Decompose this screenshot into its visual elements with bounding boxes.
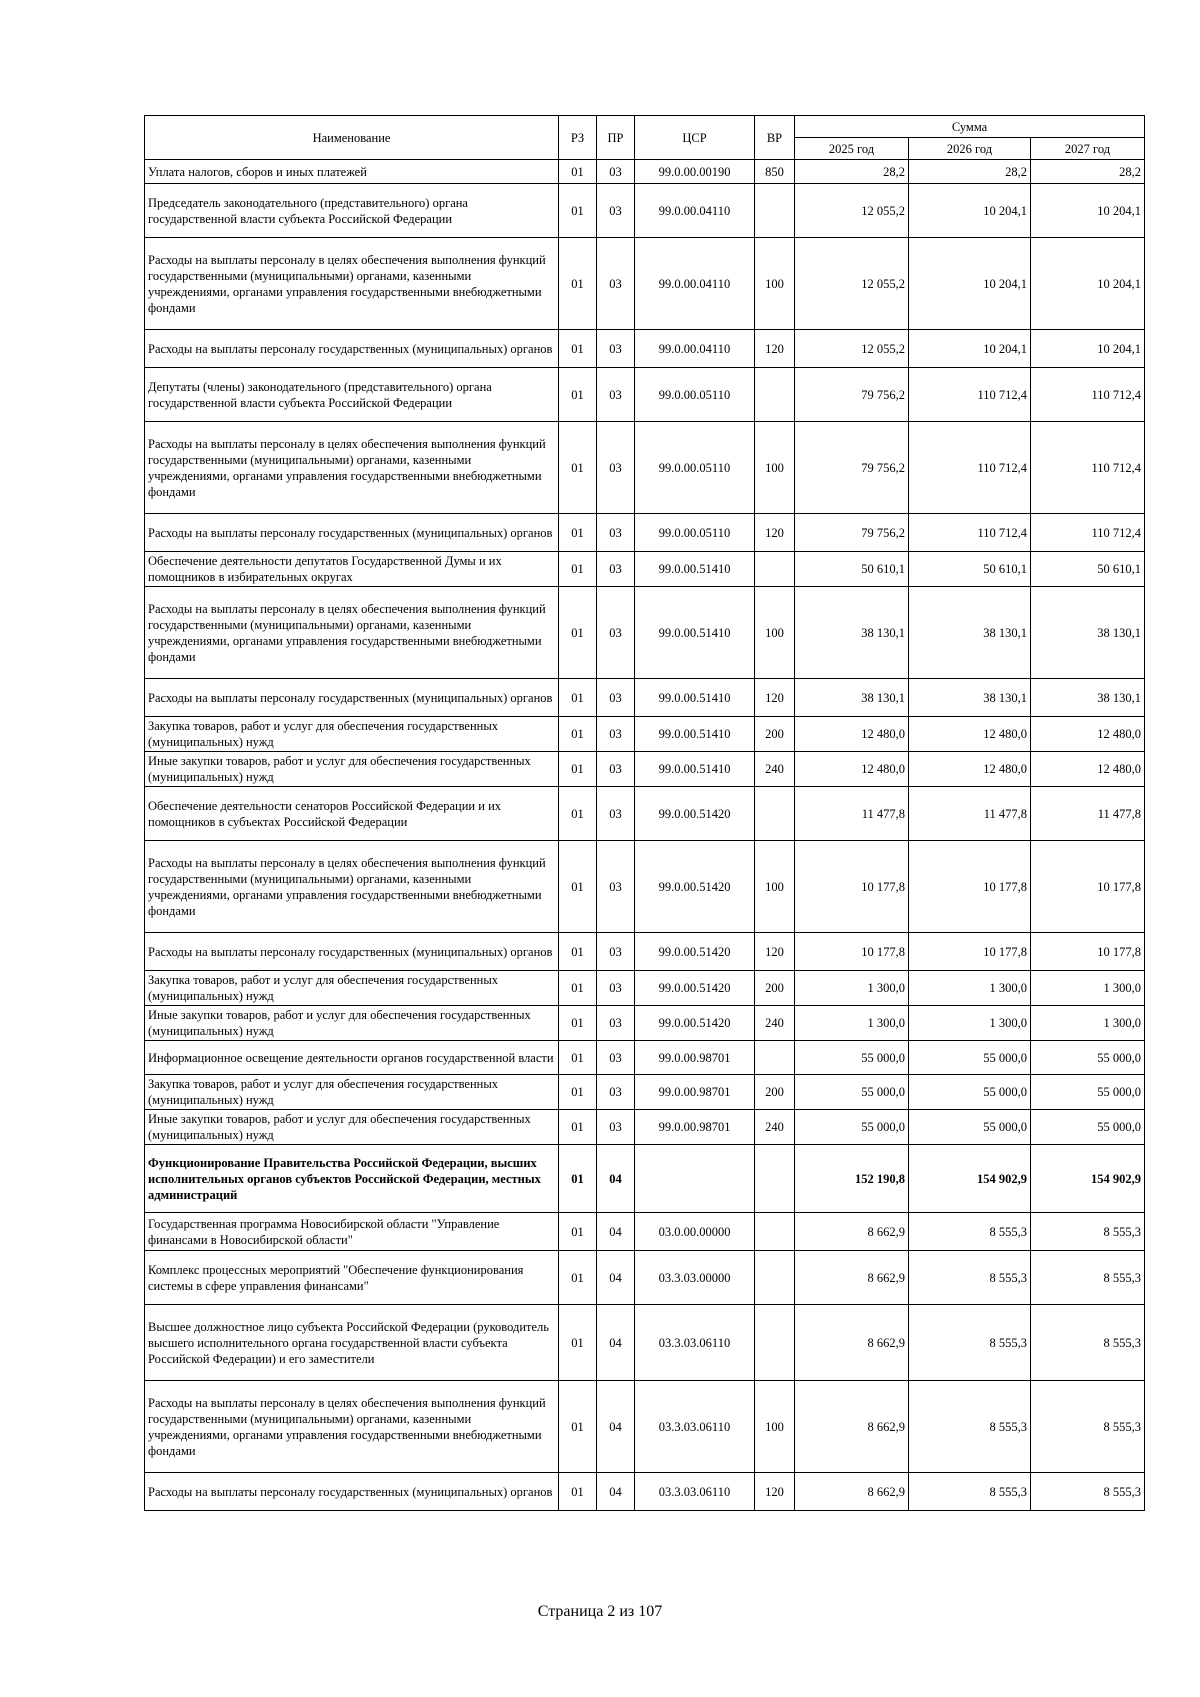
cell-csr: 03.0.00.00000	[635, 1213, 755, 1251]
cell-rz: 01	[559, 184, 597, 238]
cell-pr: 03	[597, 933, 635, 971]
cell-vr: 120	[755, 679, 795, 717]
cell-vr	[755, 1251, 795, 1305]
cell-rz: 01	[559, 1251, 597, 1305]
header-sum: Сумма	[795, 116, 1145, 138]
cell-csr: 99.0.00.51420	[635, 841, 755, 933]
header-year-2026: 2026 год	[909, 138, 1031, 160]
cell-name: Расходы на выплаты персоналу в целях обеспечения выполнения функций государственными (муниципальными) органами, казенными учреждениями, органами управления государственными внебюджетными фондами	[145, 422, 559, 514]
cell-2025: 55 000,0	[795, 1041, 909, 1075]
cell-2025: 8 662,9	[795, 1251, 909, 1305]
cell-csr: 99.0.00.00190	[635, 160, 755, 184]
header-year-2025: 2025 год	[795, 138, 909, 160]
cell-2025: 12 480,0	[795, 717, 909, 752]
cell-2025: 1 300,0	[795, 1006, 909, 1041]
cell-csr: 03.3.03.00000	[635, 1251, 755, 1305]
cell-pr: 03	[597, 422, 635, 514]
table-row	[145, 1381, 1145, 1473]
cell-2025: 12 055,2	[795, 184, 909, 238]
cell-2025: 8 662,9	[795, 1213, 909, 1251]
table-row	[145, 1251, 1145, 1305]
cell-2026: 28,2	[909, 160, 1031, 184]
cell-name: Иные закупки товаров, работ и услуг для обеспечения государственных (муниципальных) нужд	[145, 1110, 559, 1145]
table-row	[145, 330, 1145, 368]
cell-rz: 01	[559, 514, 597, 552]
cell-pr: 03	[597, 841, 635, 933]
cell-2026: 8 555,3	[909, 1213, 1031, 1251]
cell-csr: 99.0.00.51410	[635, 552, 755, 587]
cell-csr: 99.0.00.51410	[635, 587, 755, 679]
cell-2027: 10 177,8	[1031, 933, 1145, 971]
cell-2025: 38 130,1	[795, 587, 909, 679]
cell-vr	[755, 184, 795, 238]
cell-2026: 10 204,1	[909, 238, 1031, 330]
cell-2025: 79 756,2	[795, 422, 909, 514]
table-row	[145, 514, 1145, 552]
header-rz: РЗ	[559, 116, 597, 160]
cell-2025: 55 000,0	[795, 1075, 909, 1110]
cell-2025: 152 190,8	[795, 1145, 909, 1213]
cell-2026: 10 204,1	[909, 184, 1031, 238]
cell-csr: 99.0.00.51420	[635, 971, 755, 1006]
cell-name: Закупка товаров, работ и услуг для обеспечения государственных (муниципальных) нужд	[145, 971, 559, 1006]
cell-pr: 04	[597, 1381, 635, 1473]
cell-2025: 10 177,8	[795, 933, 909, 971]
table-row	[145, 368, 1145, 422]
cell-2025: 1 300,0	[795, 971, 909, 1006]
cell-csr: 99.0.00.51420	[635, 1006, 755, 1041]
cell-2025: 12 055,2	[795, 330, 909, 368]
cell-pr: 03	[597, 717, 635, 752]
cell-csr: 99.0.00.05110	[635, 422, 755, 514]
page-number: Страница 2 из 107	[537, 1603, 663, 1620]
cell-rz: 01	[559, 422, 597, 514]
cell-pr: 03	[597, 787, 635, 841]
cell-csr: 99.0.00.98701	[635, 1075, 755, 1110]
cell-name: Информационное освещение деятельности органов государственной власти	[145, 1041, 559, 1075]
cell-2026: 55 000,0	[909, 1110, 1031, 1145]
header-vr: ВР	[755, 116, 795, 160]
cell-rz: 01	[559, 1075, 597, 1110]
cell-2027: 1 300,0	[1031, 971, 1145, 1006]
cell-rz: 01	[559, 1006, 597, 1041]
cell-csr: 99.0.00.05110	[635, 368, 755, 422]
cell-2026: 154 902,9	[909, 1145, 1031, 1213]
cell-csr: 99.0.00.04110	[635, 184, 755, 238]
cell-2025: 11 477,8	[795, 787, 909, 841]
cell-name: Расходы на выплаты персоналу в целях обеспечения выполнения функций государственными (муниципальными) органами, казенными учреждениями, органами управления государственными внебюджетными фондами	[145, 841, 559, 933]
cell-name: Высшее должностное лицо субъекта Российской Федерации (руководитель высшего исполнительного органа государственной власти субъекта Российской Федерации) и его заместители	[145, 1305, 559, 1381]
cell-pr: 03	[597, 552, 635, 587]
table-row	[145, 679, 1145, 717]
cell-pr: 04	[597, 1213, 635, 1251]
table-row	[145, 160, 1145, 184]
table-row	[145, 933, 1145, 971]
cell-rz: 01	[559, 1041, 597, 1075]
cell-2026: 1 300,0	[909, 1006, 1031, 1041]
cell-2027: 154 902,9	[1031, 1145, 1145, 1213]
cell-vr: 120	[755, 514, 795, 552]
cell-rz: 01	[559, 1213, 597, 1251]
cell-rz: 01	[559, 971, 597, 1006]
cell-name: Обеспечение деятельности сенаторов Российской Федерации и их помощников в субъектах Российской Федерации	[145, 787, 559, 841]
cell-2025: 8 662,9	[795, 1305, 909, 1381]
cell-rz: 01	[559, 933, 597, 971]
cell-name: Иные закупки товаров, работ и услуг для обеспечения государственных (муниципальных) нужд	[145, 752, 559, 787]
cell-2025: 79 756,2	[795, 514, 909, 552]
cell-name: Закупка товаров, работ и услуг для обеспечения государственных (муниципальных) нужд	[145, 1075, 559, 1110]
cell-rz: 01	[559, 841, 597, 933]
cell-name: Председатель законодательного (представительного) органа государственной власти субъекта Российской Федерации	[145, 184, 559, 238]
cell-rz: 01	[559, 717, 597, 752]
cell-2026: 38 130,1	[909, 679, 1031, 717]
cell-vr: 120	[755, 1473, 795, 1511]
cell-vr: 120	[755, 933, 795, 971]
cell-2027: 110 712,4	[1031, 368, 1145, 422]
cell-2025: 28,2	[795, 160, 909, 184]
cell-name: Расходы на выплаты персоналу государственных (муниципальных) органов	[145, 933, 559, 971]
cell-vr: 100	[755, 238, 795, 330]
cell-rz: 01	[559, 587, 597, 679]
cell-pr: 03	[597, 1041, 635, 1075]
cell-vr	[755, 552, 795, 587]
table-row	[145, 1473, 1145, 1511]
table-body	[145, 160, 1145, 1511]
cell-2027: 12 480,0	[1031, 717, 1145, 752]
cell-2025: 8 662,9	[795, 1473, 909, 1511]
cell-2026: 55 000,0	[909, 1041, 1031, 1075]
header-pr: ПР	[597, 116, 635, 160]
cell-2027: 38 130,1	[1031, 679, 1145, 717]
cell-vr: 200	[755, 717, 795, 752]
table-header	[145, 116, 1145, 160]
cell-pr: 03	[597, 238, 635, 330]
cell-vr	[755, 1041, 795, 1075]
cell-rz: 01	[559, 1473, 597, 1511]
cell-csr: 99.0.00.51410	[635, 717, 755, 752]
cell-pr: 03	[597, 160, 635, 184]
cell-csr: 99.0.00.51410	[635, 679, 755, 717]
cell-2025: 55 000,0	[795, 1110, 909, 1145]
cell-rz: 01	[559, 1381, 597, 1473]
cell-pr: 04	[597, 1305, 635, 1381]
cell-2025: 79 756,2	[795, 368, 909, 422]
table-row	[145, 1305, 1145, 1381]
cell-rz: 01	[559, 1145, 597, 1213]
cell-vr	[755, 1305, 795, 1381]
cell-2026: 8 555,3	[909, 1251, 1031, 1305]
cell-2026: 50 610,1	[909, 552, 1031, 587]
cell-2025: 12 480,0	[795, 752, 909, 787]
cell-csr: 99.0.00.98701	[635, 1110, 755, 1145]
cell-2027: 55 000,0	[1031, 1041, 1145, 1075]
header-name: Наименование	[145, 116, 559, 160]
cell-name: Расходы на выплаты персоналу в целях обеспечения выполнения функций государственными (муниципальными) органами, казенными учреждениями, органами управления государственными внебюджетными фондами	[145, 587, 559, 679]
cell-vr: 100	[755, 587, 795, 679]
cell-csr: 03.3.03.06110	[635, 1381, 755, 1473]
table-row	[145, 422, 1145, 514]
cell-name: Иные закупки товаров, работ и услуг для обеспечения государственных (муниципальных) нужд	[145, 1006, 559, 1041]
cell-rz: 01	[559, 679, 597, 717]
cell-2025: 12 055,2	[795, 238, 909, 330]
cell-2025: 38 130,1	[795, 679, 909, 717]
cell-pr: 03	[597, 184, 635, 238]
cell-rz: 01	[559, 787, 597, 841]
cell-rz: 01	[559, 752, 597, 787]
cell-pr: 04	[597, 1251, 635, 1305]
cell-name: Комплекс процессных мероприятий "Обеспечение функционирования системы в сфере управления финансами"	[145, 1251, 559, 1305]
cell-csr: 03.3.03.06110	[635, 1473, 755, 1511]
cell-2025: 50 610,1	[795, 552, 909, 587]
cell-2027: 8 555,3	[1031, 1305, 1145, 1381]
cell-vr	[755, 787, 795, 841]
cell-2027: 10 177,8	[1031, 841, 1145, 933]
cell-vr: 240	[755, 752, 795, 787]
cell-2026: 8 555,3	[909, 1381, 1031, 1473]
cell-name: Функционирование Правительства Российской Федерации, высших исполнительных органов субъектов Российской Федерации, местных администраций	[145, 1145, 559, 1213]
cell-name: Расходы на выплаты персоналу в целях обеспечения выполнения функций государственными (муниципальными) органами, казенными учреждениями, органами управления государственными внебюджетными фондами	[145, 1381, 559, 1473]
cell-2026: 12 480,0	[909, 752, 1031, 787]
cell-rz: 01	[559, 238, 597, 330]
cell-pr: 03	[597, 1110, 635, 1145]
cell-2027: 110 712,4	[1031, 422, 1145, 514]
cell-vr: 200	[755, 971, 795, 1006]
table-row	[145, 184, 1145, 238]
cell-rz: 01	[559, 368, 597, 422]
cell-vr	[755, 1213, 795, 1251]
cell-2025: 8 662,9	[795, 1381, 909, 1473]
cell-2027: 28,2	[1031, 160, 1145, 184]
cell-name: Расходы на выплаты персоналу государственных (муниципальных) органов	[145, 1473, 559, 1511]
cell-name: Депутаты (члены) законодательного (представительного) органа государственной власти субъекта Российской Федерации	[145, 368, 559, 422]
cell-vr	[755, 368, 795, 422]
header-year-2027: 2027 год	[1031, 138, 1145, 160]
cell-vr: 100	[755, 1381, 795, 1473]
cell-csr: 99.0.00.51420	[635, 787, 755, 841]
cell-vr: 240	[755, 1110, 795, 1145]
table-row	[145, 1006, 1145, 1041]
cell-pr: 03	[597, 368, 635, 422]
cell-pr: 03	[597, 330, 635, 368]
cell-2027: 11 477,8	[1031, 787, 1145, 841]
budget-table	[144, 115, 1145, 1511]
cell-2026: 8 555,3	[909, 1305, 1031, 1381]
cell-pr: 03	[597, 752, 635, 787]
cell-vr: 100	[755, 841, 795, 933]
cell-vr: 850	[755, 160, 795, 184]
cell-vr	[755, 1145, 795, 1213]
cell-2027: 8 555,3	[1031, 1381, 1145, 1473]
table-row	[145, 787, 1145, 841]
cell-vr: 240	[755, 1006, 795, 1041]
header-csr: ЦСР	[635, 116, 755, 160]
cell-rz: 01	[559, 552, 597, 587]
cell-vr: 120	[755, 330, 795, 368]
cell-pr: 03	[597, 679, 635, 717]
cell-vr: 200	[755, 1075, 795, 1110]
cell-pr: 03	[597, 1075, 635, 1110]
cell-rz: 01	[559, 330, 597, 368]
cell-rz: 01	[559, 1110, 597, 1145]
cell-pr: 03	[597, 514, 635, 552]
cell-csr: 99.0.00.98701	[635, 1041, 755, 1075]
cell-2025: 10 177,8	[795, 841, 909, 933]
cell-pr: 04	[597, 1145, 635, 1213]
table-row	[145, 238, 1145, 330]
cell-name: Уплата налогов, сборов и иных платежей	[145, 160, 559, 184]
cell-2026: 10 204,1	[909, 330, 1031, 368]
cell-2026: 55 000,0	[909, 1075, 1031, 1110]
cell-name: Закупка товаров, работ и услуг для обеспечения государственных (муниципальных) нужд	[145, 717, 559, 752]
cell-csr: 99.0.00.05110	[635, 514, 755, 552]
table-row	[145, 1213, 1145, 1251]
table-row	[145, 552, 1145, 587]
cell-2027: 8 555,3	[1031, 1251, 1145, 1305]
cell-2027: 110 712,4	[1031, 514, 1145, 552]
table-row	[145, 971, 1145, 1006]
cell-2026: 11 477,8	[909, 787, 1031, 841]
cell-rz: 01	[559, 160, 597, 184]
cell-2027: 55 000,0	[1031, 1110, 1145, 1145]
cell-2027: 10 204,1	[1031, 184, 1145, 238]
cell-2027: 8 555,3	[1031, 1213, 1145, 1251]
table-row	[145, 587, 1145, 679]
cell-vr: 100	[755, 422, 795, 514]
table-row	[145, 841, 1145, 933]
cell-2026: 8 555,3	[909, 1473, 1031, 1511]
cell-csr: 03.3.03.06110	[635, 1305, 755, 1381]
cell-name: Расходы на выплаты персоналу государственных (муниципальных) органов	[145, 679, 559, 717]
cell-rz: 01	[559, 1305, 597, 1381]
cell-csr: 99.0.00.04110	[635, 330, 755, 368]
cell-2026: 12 480,0	[909, 717, 1031, 752]
cell-csr: 99.0.00.51420	[635, 933, 755, 971]
cell-2026: 10 177,8	[909, 933, 1031, 971]
cell-2027: 38 130,1	[1031, 587, 1145, 679]
table-row	[145, 1110, 1145, 1145]
cell-2027: 55 000,0	[1031, 1075, 1145, 1110]
cell-name: Расходы на выплаты персоналу в целях обеспечения выполнения функций государственными (муниципальными) органами, казенными учреждениями, органами управления государственными внебюджетными фондами	[145, 238, 559, 330]
table-row	[145, 1145, 1145, 1213]
table-row	[145, 717, 1145, 752]
table-row	[145, 1075, 1145, 1110]
cell-2026: 110 712,4	[909, 422, 1031, 514]
cell-name: Обеспечение деятельности депутатов Государственной Думы и их помощников в избирательных округах	[145, 552, 559, 587]
cell-2027: 10 204,1	[1031, 238, 1145, 330]
cell-csr: 99.0.00.04110	[635, 238, 755, 330]
cell-2026: 10 177,8	[909, 841, 1031, 933]
cell-2026: 38 130,1	[909, 587, 1031, 679]
cell-csr	[635, 1145, 755, 1213]
table-row	[145, 1041, 1145, 1075]
cell-name: Расходы на выплаты персоналу государственных (муниципальных) органов	[145, 514, 559, 552]
cell-2027: 10 204,1	[1031, 330, 1145, 368]
cell-2026: 110 712,4	[909, 514, 1031, 552]
cell-2026: 110 712,4	[909, 368, 1031, 422]
cell-2026: 1 300,0	[909, 971, 1031, 1006]
cell-2027: 8 555,3	[1031, 1473, 1145, 1511]
cell-2027: 12 480,0	[1031, 752, 1145, 787]
cell-pr: 03	[597, 1006, 635, 1041]
cell-csr: 99.0.00.51410	[635, 752, 755, 787]
cell-pr: 03	[597, 587, 635, 679]
cell-pr: 03	[597, 971, 635, 1006]
table-row	[145, 752, 1145, 787]
cell-name: Государственная программа Новосибирской области "Управление финансами в Новосибирской области"	[145, 1213, 559, 1251]
cell-2027: 1 300,0	[1031, 1006, 1145, 1041]
cell-pr: 04	[597, 1473, 635, 1511]
cell-name: Расходы на выплаты персоналу государственных (муниципальных) органов	[145, 330, 559, 368]
cell-2027: 50 610,1	[1031, 552, 1145, 587]
